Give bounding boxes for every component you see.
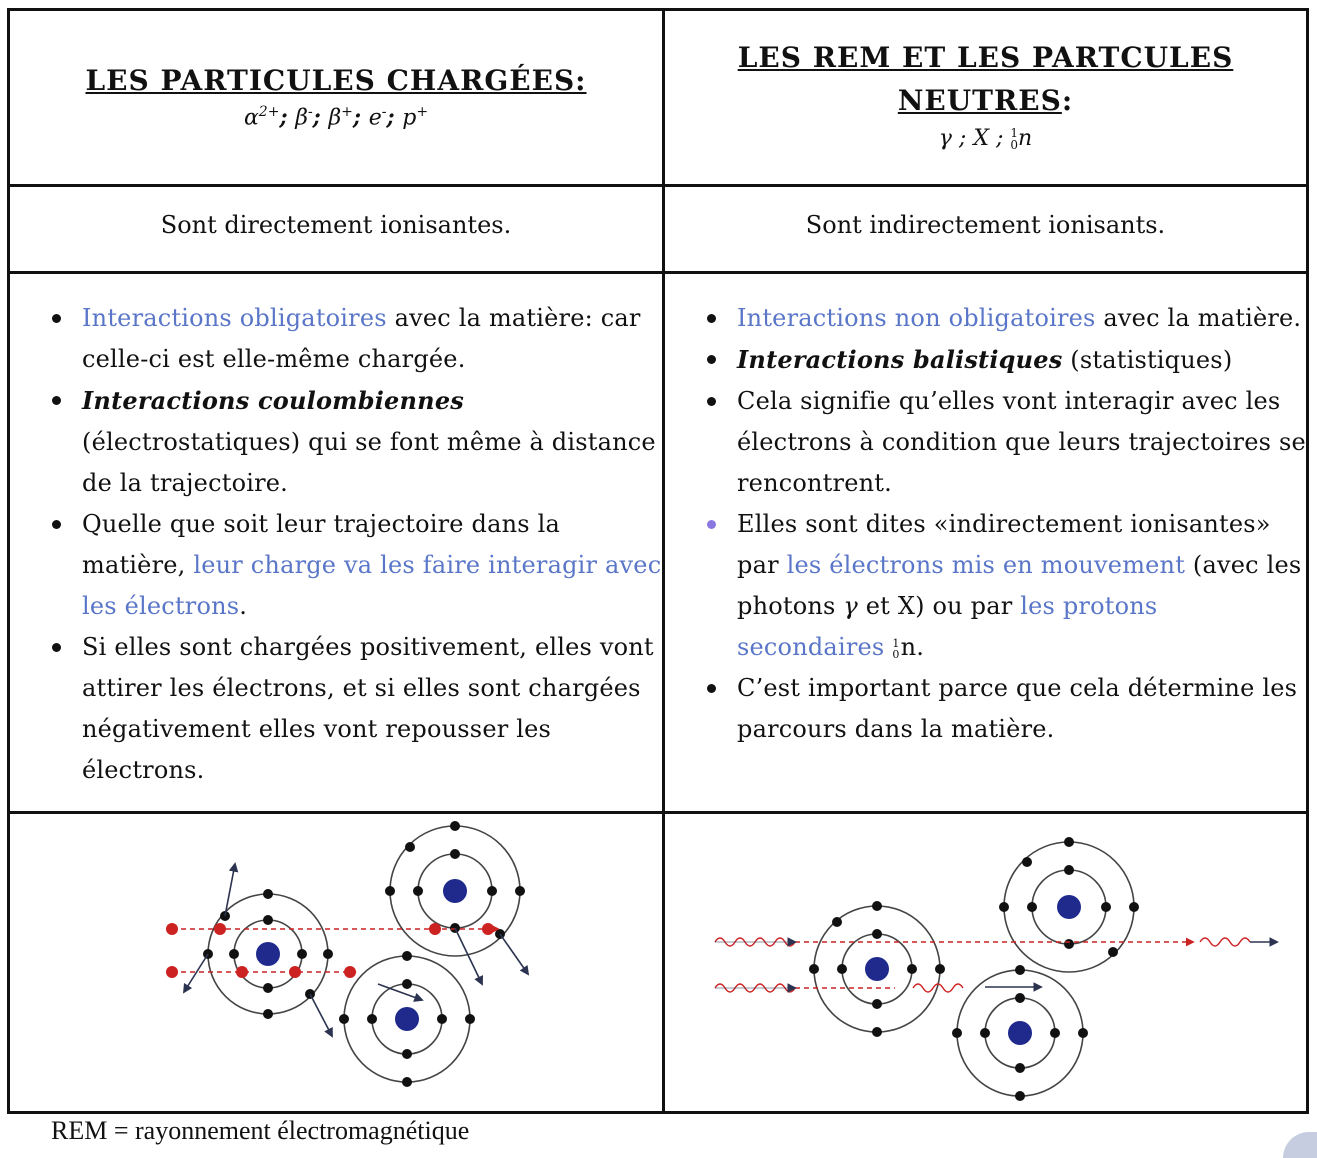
left-header-title: LES PARTICULES CHARGÉES: [85, 64, 587, 97]
list-item: Elles sont dites «indirectement ionisantes» par les électrons mis en mouvement (avec les photons γ et X) ou par les protons secondaires 1 0n. [737, 504, 1306, 668]
list-item: C’est important parce que cela détermine les parcours dans la matière. [737, 668, 1306, 750]
bullet-icon [707, 314, 716, 323]
right-summary: Sont indirectement ionisants. [805, 211, 1166, 239]
left-header-cell [10, 11, 662, 184]
bullet-icon [707, 520, 716, 529]
list-item: Quelle que soit leur trajectoire dans la matière, leur charge va les faire interagir avec les électrons. [82, 504, 662, 627]
comparison-table [7, 8, 1309, 1114]
bullet-icon [52, 314, 61, 323]
bullet-icon [707, 684, 716, 693]
corner-decoration [1283, 1132, 1317, 1158]
left-summary: Sont directement ionisantes. [160, 211, 512, 239]
left-bullet-list [10, 298, 662, 791]
charged-particles-atom-diagram [10, 814, 662, 1111]
list-item: Interactions non obligatoires avec la matière. [737, 298, 1306, 339]
list-item: Interactions obligatoires avec la matière: car celle-ci est elle-même chargée. [82, 298, 662, 380]
nucleon-notation: 1 0 [892, 636, 900, 661]
list-item: Interactions coulombiennes (électrostatiques) qui se font même à distance de la trajectoire. [82, 380, 662, 504]
right-formula: γ ; X ; 1 0n [938, 126, 1033, 152]
bullet-icon [52, 520, 61, 529]
left-bullets-cell [10, 274, 662, 811]
list-item: Cela signifie qu’elles vont interagir avec les électrons à condition que leurs trajectoires se rencontrent. [737, 381, 1306, 504]
right-illustration-cell [665, 814, 1306, 1111]
left-formula: $\alpha^{2+}$; β-; β+; e-; p+ [243, 104, 429, 131]
neutral-particles-atom-diagram [665, 814, 1306, 1111]
list-item: Si elles sont chargées positivement, elles vont attirer les électrons, et si elles sont chargées négativement elles vont repousser les électrons. [82, 627, 662, 791]
right-header-title: LES REM ET LES PARTCULES NEUTRES: [737, 41, 1234, 117]
bullet-icon [52, 396, 61, 405]
list-item: Interactions balistiques (statistiques) [737, 339, 1306, 381]
footnote: REM = rayonnement électromagnétique [51, 1116, 470, 1145]
left-illustration-cell [10, 814, 662, 1111]
right-header-cell [665, 11, 1306, 184]
bullet-icon [707, 355, 716, 364]
bullet-icon [52, 643, 61, 652]
bullet-icon [707, 397, 716, 406]
right-bullet-list [665, 298, 1306, 750]
right-bullets-cell [665, 274, 1306, 811]
